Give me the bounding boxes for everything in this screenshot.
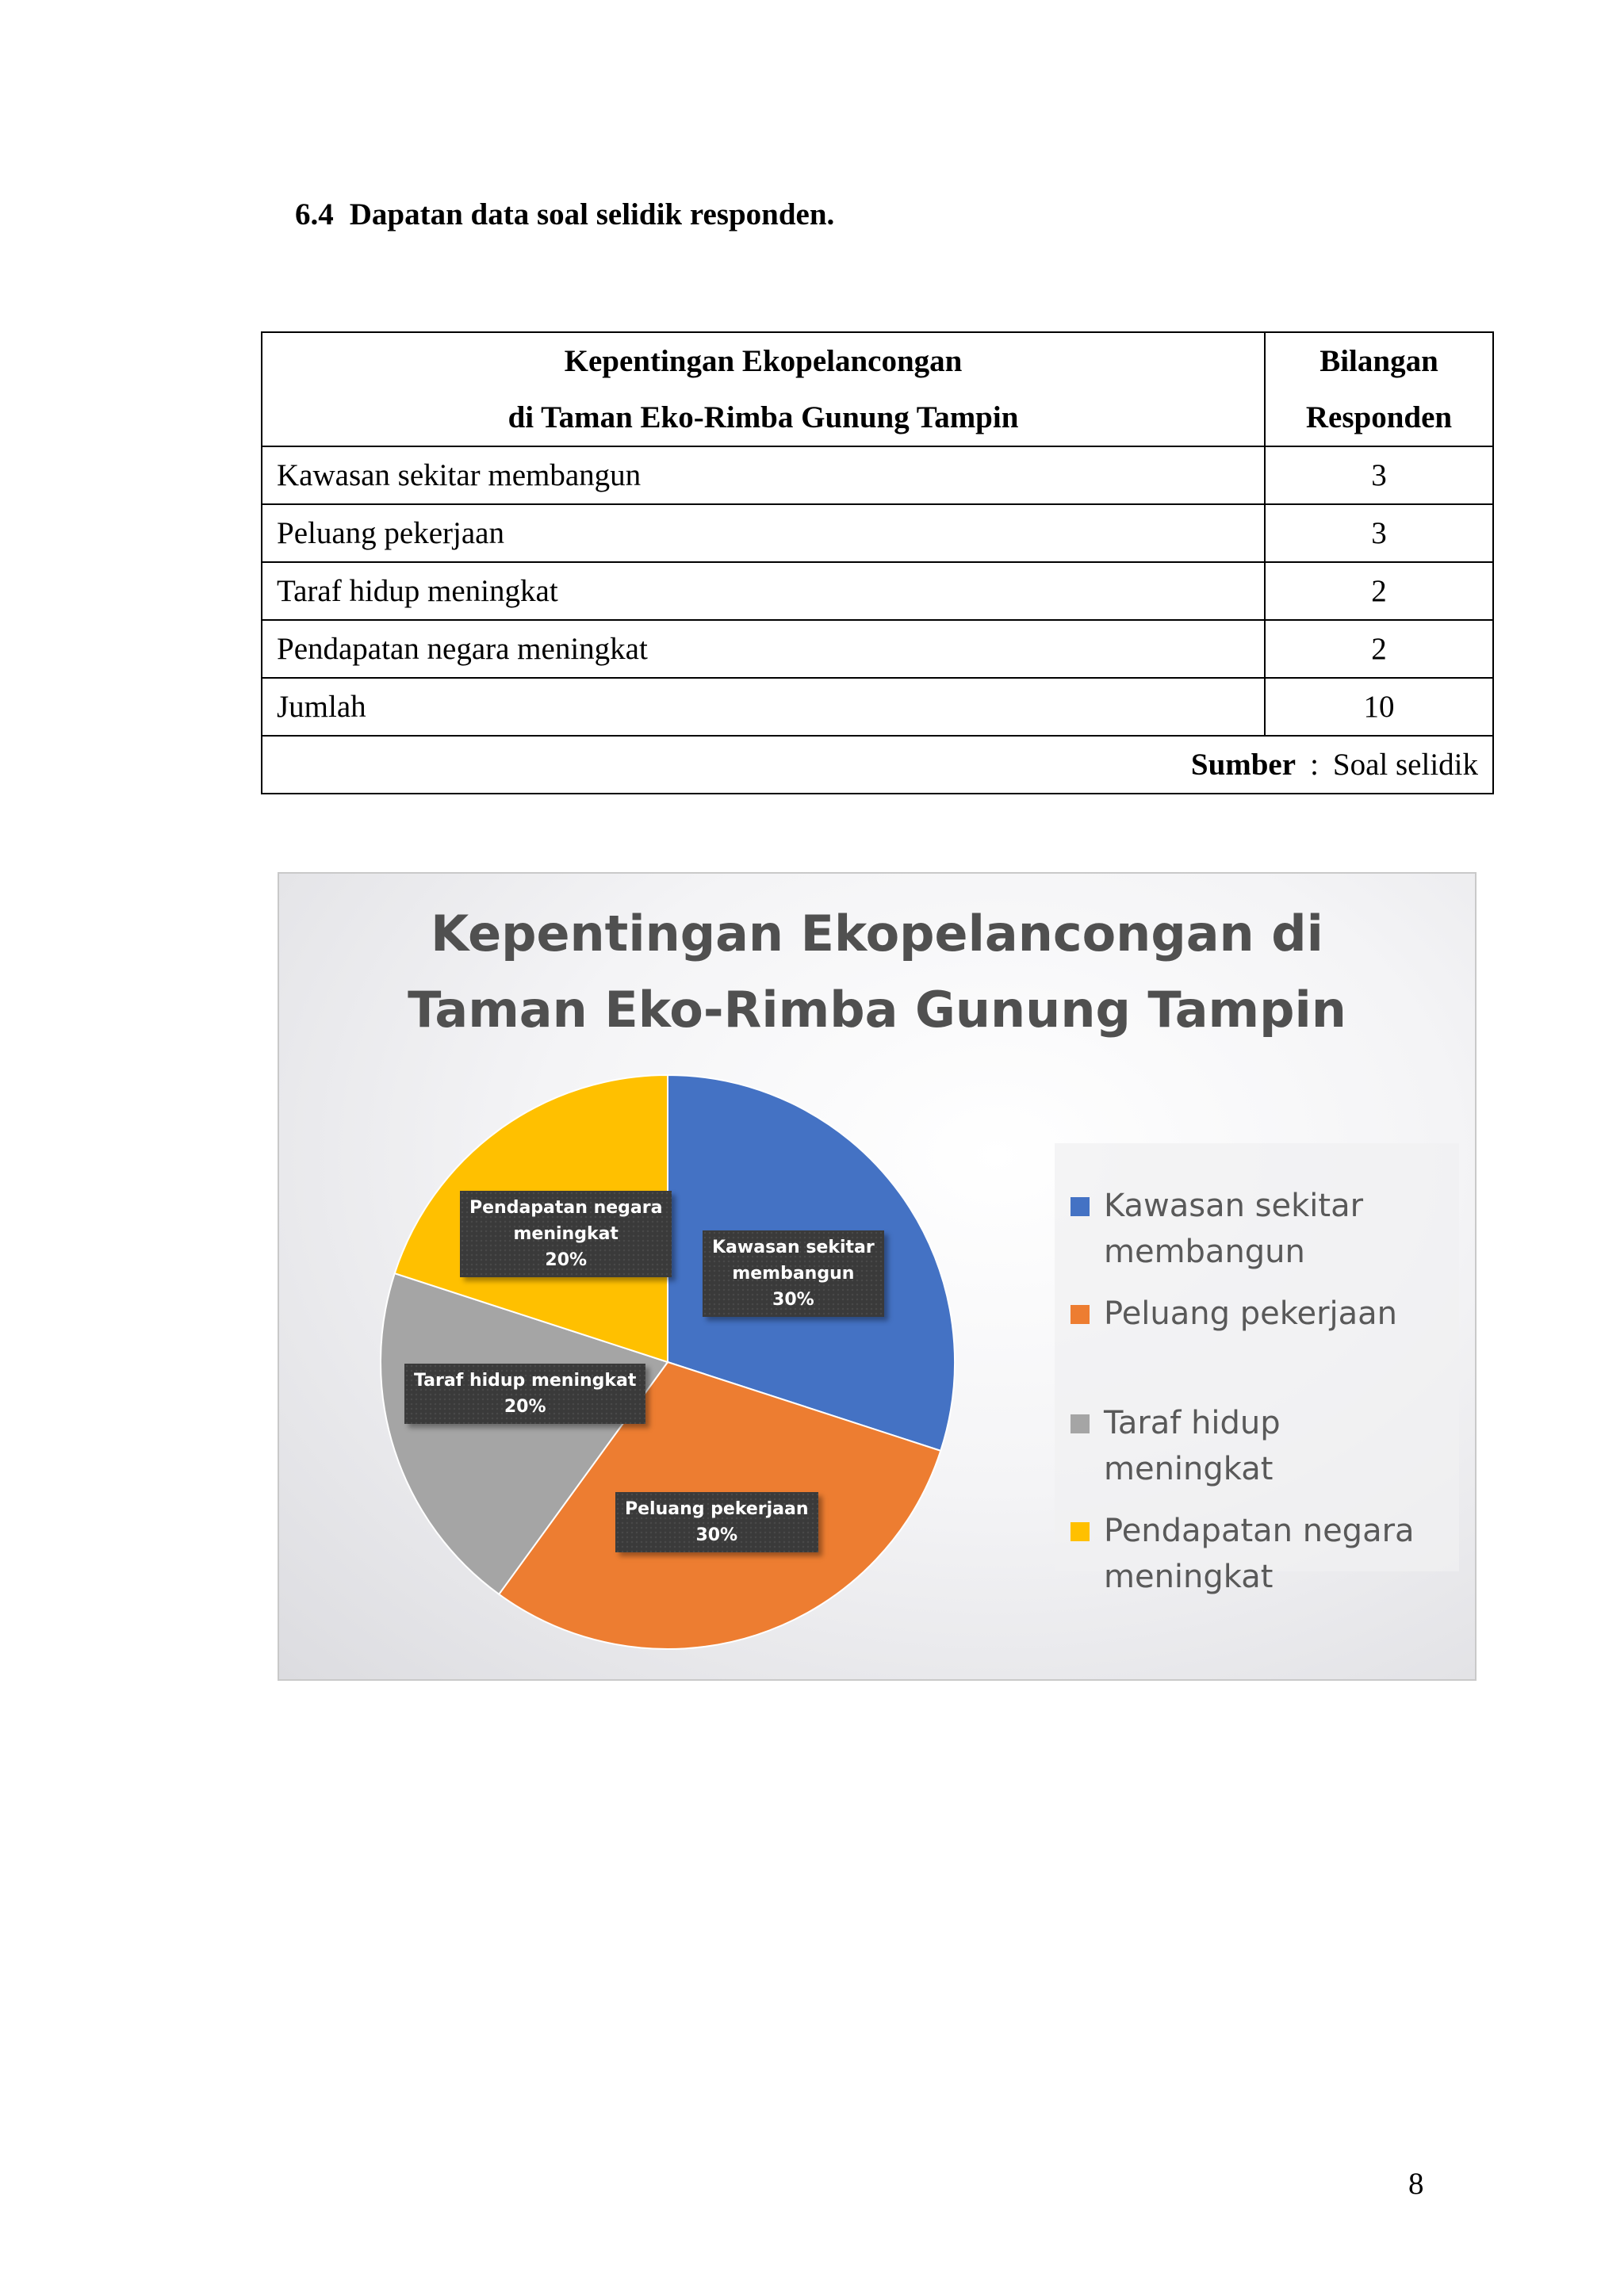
table-row xyxy=(262,446,1493,504)
table-header-row xyxy=(262,332,1493,446)
section-number: 6.4 xyxy=(295,197,334,232)
source-label: Sumber xyxy=(1190,748,1297,782)
row-value: 10 xyxy=(1265,678,1493,736)
data-label xyxy=(703,1230,884,1317)
legend-item xyxy=(1071,1508,1415,1600)
source-value: Soal selidik xyxy=(1332,748,1478,782)
data-label-line: Kawasan sekitar xyxy=(712,1238,875,1257)
data-label xyxy=(460,1191,672,1277)
data-label-line: membangun xyxy=(732,1264,855,1284)
legend-swatch xyxy=(1071,1414,1090,1433)
row-label: Taraf hidup meningkat xyxy=(262,562,1265,620)
table-header-count xyxy=(1265,332,1493,446)
data-label-line: 20% xyxy=(504,1397,546,1417)
header-category-line2: di Taman Eko-Rimba Gunung Tampin xyxy=(508,400,1019,434)
legend-label-line1: Kawasan sekitar xyxy=(1104,1188,1364,1224)
legend-swatch xyxy=(1071,1522,1090,1541)
row-label: Kawasan sekitar membangun xyxy=(262,446,1265,504)
data-label-line: 20% xyxy=(545,1250,588,1270)
chart-legend xyxy=(1055,1143,1459,1595)
row-value: 3 xyxy=(1265,504,1493,562)
row-label: Pendapatan negara meningkat xyxy=(262,620,1265,678)
table-row xyxy=(262,562,1493,620)
legend-item xyxy=(1071,1183,1363,1275)
row-label: Jumlah xyxy=(262,678,1265,736)
table-row xyxy=(262,504,1493,562)
data-label-line: 30% xyxy=(695,1525,738,1545)
data-label xyxy=(615,1492,818,1552)
table-source xyxy=(262,736,1493,794)
table-row-total xyxy=(262,678,1493,736)
legend-label xyxy=(1104,1183,1363,1275)
data-label-line: Peluang pekerjaan xyxy=(625,1499,809,1519)
header-count-line2: Responden xyxy=(1305,400,1453,434)
legend-label: Peluang pekerjaan xyxy=(1104,1295,1398,1332)
section-title: Dapatan data soal selidik responden. xyxy=(349,197,835,232)
row-value: 2 xyxy=(1265,620,1493,678)
data-label-line: Pendapatan negara xyxy=(469,1198,663,1218)
table-source-row xyxy=(262,736,1493,794)
respondent-table xyxy=(261,331,1494,794)
section-heading xyxy=(295,197,834,232)
table-row xyxy=(262,620,1493,678)
data-label xyxy=(404,1364,645,1424)
legend-label xyxy=(1104,1508,1415,1600)
legend-label-line2: membangun xyxy=(1104,1234,1305,1270)
header-category-line1: Kepentingan Ekopelancongan xyxy=(564,344,963,378)
legend-item xyxy=(1071,1291,1397,1337)
legend-label-line1: Pendapatan negara xyxy=(1104,1513,1415,1549)
legend-swatch xyxy=(1071,1305,1090,1324)
source-separator: : xyxy=(1310,748,1319,782)
row-value: 2 xyxy=(1265,562,1493,620)
legend-label-line2: meningkat xyxy=(1104,1559,1274,1595)
data-label-line: meningkat xyxy=(513,1224,619,1244)
data-label-line: Taraf hidup meningkat xyxy=(414,1371,637,1391)
legend-swatch xyxy=(1071,1197,1090,1216)
row-value: 3 xyxy=(1265,446,1493,504)
data-label-line: 30% xyxy=(772,1290,814,1310)
legend-item xyxy=(1071,1400,1459,1492)
header-count-line1: Bilangan xyxy=(1320,344,1438,378)
row-label: Peluang pekerjaan xyxy=(262,504,1265,562)
pie-chart xyxy=(278,872,1477,1681)
chart-title-line2: Taman Eko-Rimba Gunung Tampin xyxy=(408,981,1346,1039)
chart-title-line1: Kepentingan Ekopelancongan di xyxy=(431,905,1323,962)
table-header-category xyxy=(262,332,1265,446)
page-number: 8 xyxy=(1408,2167,1424,2201)
legend-label: Taraf hidup meningkat xyxy=(1104,1405,1281,1487)
